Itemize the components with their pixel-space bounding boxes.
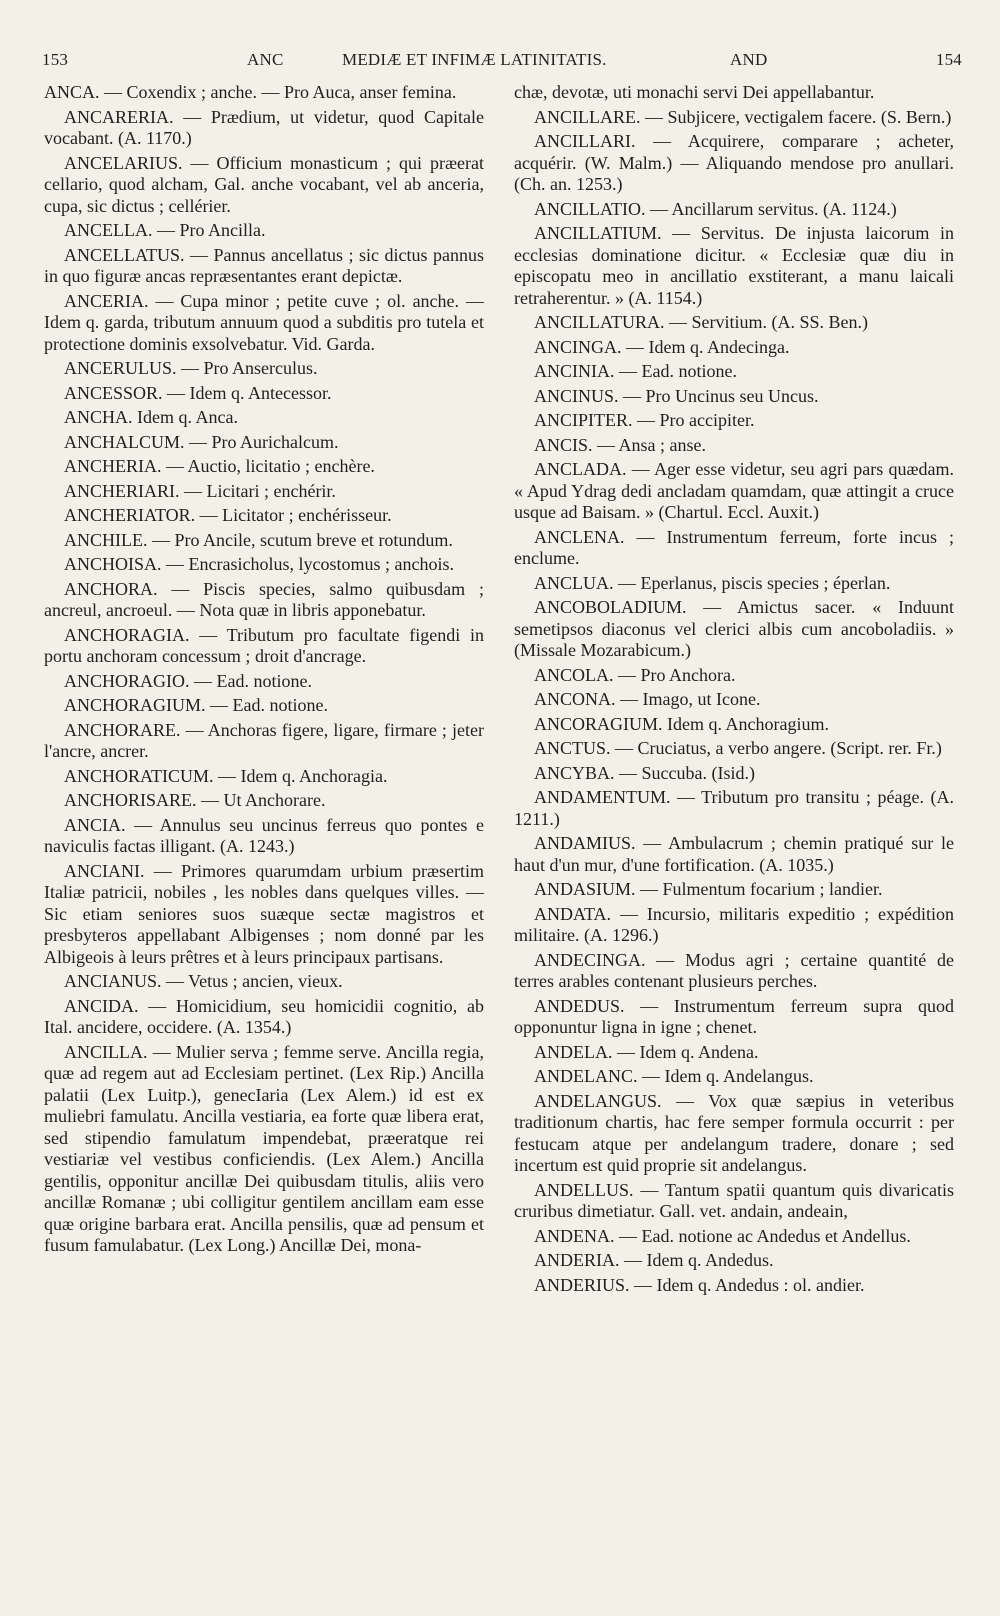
dictionary-entry: ANCHERIATOR. — Licitator ; enchérisseur. [64, 505, 392, 525]
dictionary-entry: ANCHORA. — Piscis species, salmo quibusdam ; ancreul, ancroeul. — Nota quæ in libris apponebatur. [44, 578, 484, 620]
dictionary-entry: ANCELLA. — Pro Ancilla. [64, 220, 266, 240]
dictionary-entry: ANCIANUS. — Vetus ; ancien, vieux. [64, 971, 343, 991]
dictionary-entry: ANCINUS. — Pro Uncinus seu Uncus. [534, 385, 819, 406]
dictionary-entry: ANDAMIUS. — Ambulacrum ; chemin pratiqué sur le haut d'un mur, d'une fortification. (A. 1035.) [514, 833, 954, 875]
left-column [44, 82, 484, 1260]
dictionary-entry: ANCLADA. — Ager esse videtur, seu agri pars quædam. « Apud Ydrag dedi ancladam quamdam, quæ attingit a cruce usque ad Baisam. » (Chartul. Eccl. Auxit.) [514, 459, 954, 522]
dictionary-entry: ANCOBOLADIUM. — Amictus sacer. « Induunt semetipsos diaconus vel clerici albis cum ancoboladiis. » (Missale Mozarabicum.) [514, 597, 954, 660]
dictionary-entry: ANCHORAGIUM. — Ead. notione. [64, 695, 328, 715]
dictionary-entry: ANCHILE. — Pro Ancile, scutum breve et rotundum. [64, 529, 453, 550]
dictionary-entry: ANCA. — Coxendix ; anche. — Pro Auca, anser femina. [44, 82, 457, 102]
dictionary-entry: ANCORAGIUM. Idem q. Anchoragium. [534, 713, 829, 734]
right-guide-word: AND [730, 50, 768, 69]
dictionary-entry: ANCIA. — Annulus seu uncinus ferreus quo pontes e naviculis factas illigant. (A. 1243.) [44, 814, 484, 856]
dictionary-entry: ANCARERIA. — Prædium, ut videtur, quod Capitale vocabant. (A. 1170.) [44, 106, 484, 148]
dictionary-entry: ANCINGA. — Idem q. Andecinga. [534, 336, 790, 357]
dictionary-entry: ANDELA. — Idem q. Andena. [534, 1041, 759, 1062]
dictionary-entry: ANCELARIUS. — Officium monasticum ; qui præerat cellario, quod alcham, Gal. anche vocabant, vel ab anceria, cupa, sic dictus ; cellérier. [44, 152, 484, 216]
dictionary-entry: ANDEDUS. — Instrumentum ferreum supra quod opponuntur ligna in igne ; chenet. [514, 995, 954, 1037]
dictionary-entry: ANCIANI. — Primores quarumdam urbium præsertim Italiæ patricii, nobiles , les nobles dans quelques villes. — Sic etiam seniores suos suæque sectæ magistros et presbyteros appellabant Albigenses ; nom donné par les Albigeois à leurs prêtres et à leurs principaux partisans. [44, 860, 484, 967]
dictionary-entry: ANCHOISA. — Encrasicholus, lycostomus ; anchois. [64, 554, 454, 574]
dictionary-entry: ANCHERIA. — Auctio, licitatio ; enchère. [64, 456, 375, 476]
dictionary-entry: ANCHALCUM. — Pro Aurichalcum. [64, 431, 339, 452]
dictionary-entry: ANCERIA. — Cupa minor ; petite cuve ; ol. anche. — Idem q. garda, tributum annuum quod a subditis pro tutela et protectione dominis exsolvebatur. Vid. Garda. [44, 290, 484, 354]
dictionary-entry: ANCOLA. — Pro Anchora. [534, 664, 736, 685]
dictionary-entry: ANCILLATURA. — Servitium. (A. SS. Ben.) [534, 312, 868, 332]
right-column [514, 82, 954, 1299]
dictionary-entry: ANDERIUS. — Idem q. Andedus : ol. andier. [534, 1274, 865, 1295]
dictionary-entry: ANCHORARE. — Anchoras figere, ligare, firmare ; jeter l'ancre, ancrer. [44, 719, 484, 761]
dictionary-entry: ANDENA. — Ead. notione ac Andedus et Andellus. [534, 1225, 911, 1246]
dictionary-entry: ANDASIUM. — Fulmentum focarium ; landier. [534, 879, 883, 899]
left-page-number: 153 [42, 50, 69, 69]
dictionary-entry: ANCIS. — Ansa ; anse. [534, 434, 706, 455]
running-title: MEDIÆ ET INFIMÆ LATINITATIS. [342, 50, 607, 69]
dictionary-entry: ANCIPITER. — Pro accipiter. [534, 410, 755, 430]
dictionary-entry: ANCLUA. — Eperlanus, piscis species ; éperlan. [534, 572, 891, 593]
dictionary-entry: ANCILLATIO. — Ancillarum servitus. (A. 1124.) [534, 198, 897, 219]
dictionary-entry: ANCILLA. — Mulier serva ; femme serve. Ancilla regia, quæ ad regem aut ad Ecclesiam pertinet. (Lex Rip.) Ancilla palatii (Lex Luitp.), genecIaria (Lex Alem.) id est ex muliebri famulatu. Ancilla vestiaria, ea forte quæ libera erat, sed stipendio famulatum impendebat, præeratque rei vestiariæ vel vestibus conficiendis. (Lex Alem.) Ancilla gentilis, opponitur ancillæ Dei quibusdam titulis, aliis vero ancillæ Romanæ ; ubi colligitur gentilem ancillam eam esse quæ origine barbara erat. Ancilla pensilis, quæ ad pensum et fusum famulabatur. (Lex Long.) Ancillæ Dei, mona- [44, 1041, 484, 1255]
dictionary-entry: ANCIDA. — Homicidium, seu homicidii cognitio, ab Ital. ancidere, occidere. (A. 1354.) [44, 995, 484, 1037]
dictionary-entry: ANDELLUS. — Tantum spatii quantum quis divaricatis cruribus dimetiatur. Gall. vet. andain, andeain, [514, 1179, 954, 1221]
dictionary-entry: ANCESSOR. — Idem q. Antecessor. [64, 382, 332, 403]
dictionary-entry: ANCELLATUS. — Pannus ancellatus ; sic dictus pannus in quo figuræ ancas repræsentantes erant depictæ. [44, 244, 484, 286]
page-header [42, 46, 962, 74]
dictionary-entry: ANCONA. — Imago, ut Icone. [534, 689, 761, 709]
dictionary-entry: ANCILLARE. — Subjicere, vectigalem facere. (S. Bern.) [534, 106, 952, 127]
dictionary-entry: ANDATA. — Incursio, militaris expeditio ; expédition militaire. (A. 1296.) [514, 903, 954, 945]
dictionary-entry: ANDECINGA. — Modus agri ; certaine quantité de terres arables contenant plusieurs perches. [514, 949, 954, 991]
dictionary-entry: ANDELANGUS. — Vox quæ sæpius in veteribus traditionum chartis, hac fere semper formula occurrit : per festucam atque per andelangum tradere, donare ; sed incertum est quid proprie sit andelangus. [514, 1090, 954, 1175]
dictionary-entry: ANCERULUS. — Pro Anserculus. [64, 358, 318, 378]
dictionary-entry: ANDELANC. — Idem q. Andelangus. [534, 1066, 814, 1086]
dictionary-entry: ANCHERIARI. — Licitari ; enchérir. [64, 480, 336, 501]
dictionary-entry: ANCLENA. — Instrumentum ferreum, forte incus ; enclume. [514, 526, 954, 568]
dictionary-entry: ANCHORATICUM. — Idem q. Anchoragia. [64, 765, 388, 786]
dictionary-entry: ANCYBA. — Succuba. (Isid.) [534, 762, 755, 783]
dictionary-entry: ANCHORAGIA. — Tributum pro facultate figendi in portu anchoram concessum ; droit d'ancrage. [44, 624, 484, 666]
dictionary-entry: ANDERIA. — Idem q. Andedus. [534, 1250, 774, 1270]
dictionary-entry: ANCTUS. — Cruciatus, a verbo angere. (Script. rer. Fr.) [534, 738, 942, 758]
dictionary-entry: chæ, devotæ, uti monachi servi Dei appellabantur. [514, 82, 875, 102]
dictionary-entry: ANCHA. Idem q. Anca. [64, 407, 238, 427]
dictionary-entry: ANDAMENTUM. — Tributum pro transitu ; péage. (A. 1211.) [514, 787, 954, 829]
right-page-number: 154 [935, 50, 962, 69]
left-guide-word: ANC [247, 50, 284, 69]
dictionary-entry: ANCILLARI. — Acquirere, comparare ; acheter, acquérir. (W. Malm.) — Aliquando mendose pro anullari. (Ch. an. 1253.) [514, 131, 954, 194]
dictionary-entry: ANCHORAGIO. — Ead. notione. [64, 670, 312, 691]
dictionary-entry: ANCINIA. — Ead. notione. [534, 361, 737, 381]
dictionary-entry: ANCILLATIUM. — Servitus. De injusta laicorum in ecclesias dominatione dicitur. « Ecclesiæ quæ diu in episcopatu meo in ancillatio exstiterant, a manu laicali retraherentur. » (A. 1154.) [514, 223, 954, 308]
dictionary-entry: ANCHORISARE. — Ut Anchorare. [64, 790, 326, 810]
